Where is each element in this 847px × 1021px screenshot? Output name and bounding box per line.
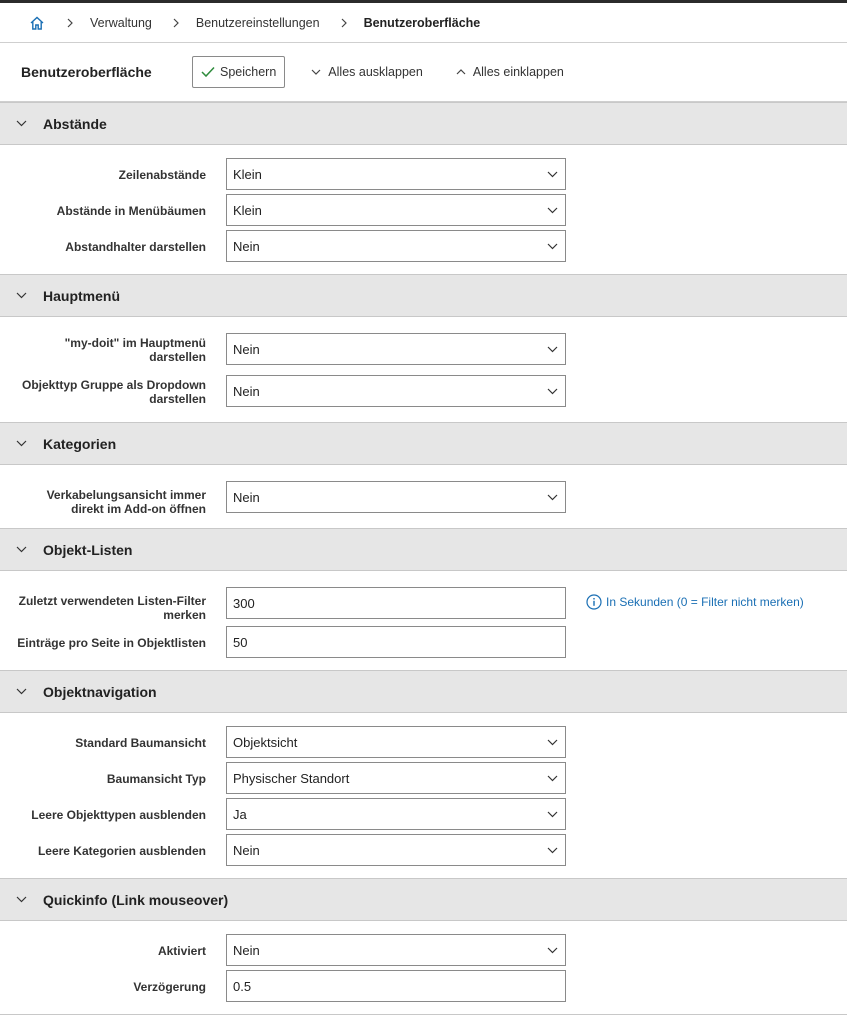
chevron-down-icon	[539, 847, 565, 854]
select-value: Nein	[233, 383, 260, 399]
verkabelungsansicht-select[interactable]	[226, 481, 566, 513]
chevron-up-icon	[456, 68, 466, 76]
field-label	[47, 488, 206, 516]
field-label-line: Zuletzt verwendeten Listen-Filter	[18, 594, 206, 608]
section-title: Objektnavigation	[43, 683, 157, 700]
standard-baumansicht-select[interactable]	[226, 726, 566, 758]
chevron-down-icon	[16, 546, 28, 553]
chevron-down-icon	[16, 292, 28, 299]
select-value: Nein	[233, 489, 260, 505]
field-label-line: direkt im Add-on öffnen	[71, 502, 206, 516]
field-label	[65, 336, 206, 364]
select-value: Nein	[233, 842, 260, 858]
breadcrumb-current: Benutzeroberfläche	[363, 15, 481, 30]
section-quickinfo	[0, 878, 847, 921]
expand-all-button[interactable]	[311, 56, 423, 88]
chevron-down-icon	[311, 68, 321, 76]
chevron-down-icon	[539, 171, 565, 178]
field-label: Baumansicht Typ	[106, 772, 206, 786]
section-header-abstaende[interactable]	[0, 102, 847, 145]
chevron-right-icon	[340, 18, 350, 28]
section-title: Hauptmenü	[43, 287, 120, 304]
field-label-line: Objekttyp Gruppe als Dropdown	[21, 378, 206, 392]
verzoegerung-input[interactable]	[226, 970, 566, 1002]
row-quickinfo-aktiviert	[0, 934, 847, 966]
eintraege-pro-seite-input[interactable]	[226, 626, 566, 658]
select-value: Klein	[233, 166, 262, 182]
filter-hint-text: In Sekunden (0 = Filter nicht merken)	[606, 595, 804, 609]
chevron-down-icon	[16, 440, 28, 447]
chevron-down-icon	[539, 775, 565, 782]
field-label-line: merken	[163, 608, 206, 622]
leere-objekttypen-select[interactable]	[226, 798, 566, 830]
leere-kategorien-select[interactable]	[226, 834, 566, 866]
select-value: Objektsicht	[233, 734, 298, 750]
field-label-line: "my-doit" im Hauptmenü	[64, 336, 206, 350]
expand-all-label: Alles ausklappen	[328, 65, 423, 79]
section-header-kategorien[interactable]	[0, 422, 847, 465]
save-button-label: Speichern	[220, 65, 277, 79]
row-listen-filter	[0, 587, 847, 622]
info-icon	[586, 594, 602, 610]
chevron-down-icon	[539, 811, 565, 818]
select-value: Nein	[233, 238, 260, 254]
field-label: Zeilenabstände	[118, 168, 206, 182]
breadcrumb-verwaltung[interactable]: Verwaltung	[90, 15, 152, 30]
row-abstandhalter	[0, 230, 847, 262]
field-label: Verzögerung	[133, 980, 206, 994]
menuebaum-abstaende-select[interactable]	[226, 194, 566, 226]
select-value: Klein	[233, 202, 262, 218]
field-label-line: darstellen	[149, 350, 206, 364]
field-label-line: Verkabelungsansicht immer	[46, 488, 206, 502]
row-baumansicht-typ	[0, 762, 847, 794]
chevron-down-icon	[16, 688, 28, 695]
section-title: Abstände	[43, 115, 107, 132]
toolbar	[0, 43, 847, 102]
row-standard-baumansicht	[0, 726, 847, 758]
section-objekt-listen	[0, 528, 847, 571]
objekttyp-gruppe-select[interactable]	[226, 375, 566, 407]
chevron-down-icon	[539, 739, 565, 746]
field-label: Aktiviert	[157, 944, 206, 958]
field-label	[19, 594, 206, 622]
quickinfo-aktiviert-select[interactable]	[226, 934, 566, 966]
section-header-quickinfo[interactable]	[0, 878, 847, 921]
divider	[0, 1014, 847, 1015]
save-button[interactable]	[192, 56, 285, 88]
chevron-down-icon	[16, 120, 28, 127]
section-header-objektnavigation[interactable]	[0, 670, 847, 713]
chevron-right-icon	[172, 18, 182, 28]
field-label-line: darstellen	[149, 392, 206, 406]
breadcrumb	[0, 3, 847, 43]
section-objektnavigation	[0, 670, 847, 713]
collapse-all-label: Alles einklappen	[472, 65, 564, 79]
field-label: Standard Baumansicht	[75, 736, 206, 750]
select-value: Ja	[233, 806, 247, 822]
mydoit-select[interactable]	[226, 333, 566, 365]
section-abstaende	[0, 102, 847, 145]
field-label: Abstandhalter darstellen	[65, 240, 206, 254]
field-label: Leere Kategorien ausblenden	[37, 844, 206, 858]
section-title: Kategorien	[43, 435, 117, 452]
chevron-down-icon	[539, 494, 565, 501]
section-header-hauptmenue[interactable]	[0, 274, 847, 317]
row-zeilenabstaende	[0, 158, 847, 190]
row-eintraege-pro-seite	[0, 626, 847, 658]
breadcrumb-benutzereinstellungen[interactable]: Benutzereinstellungen	[195, 15, 320, 30]
zeilenabstaende-select[interactable]	[226, 158, 566, 190]
abstandhalter-select[interactable]	[226, 230, 566, 262]
row-objekttyp-gruppe	[0, 375, 847, 407]
row-mydoit	[0, 333, 847, 365]
chevron-down-icon	[539, 947, 565, 954]
select-value: Nein	[233, 942, 260, 958]
select-value: Nein	[233, 341, 260, 357]
filter-hint	[586, 594, 804, 610]
field-label	[22, 378, 206, 406]
baumansicht-typ-select[interactable]	[226, 762, 566, 794]
row-leere-kategorien	[0, 834, 847, 866]
home-icon[interactable]	[28, 14, 46, 32]
field-label: Leere Objekttypen ausblenden	[31, 808, 206, 822]
chevron-down-icon	[539, 388, 565, 395]
section-title: Quickinfo (Link mouseover)	[43, 891, 229, 908]
row-quickinfo-verzoegerung	[0, 970, 847, 1002]
checkmark-icon	[201, 66, 215, 78]
section-title: Objekt-Listen	[43, 541, 133, 558]
listen-filter-input[interactable]	[226, 587, 566, 619]
row-abstaende-menuebaeume	[0, 194, 847, 226]
section-hauptmenue	[0, 274, 847, 317]
section-kategorien	[0, 422, 847, 465]
row-leere-objekttypen	[0, 798, 847, 830]
field-label: Einträge pro Seite in Objektlisten	[17, 636, 206, 650]
chevron-down-icon	[539, 207, 565, 214]
page-title: Benutzeroberfläche	[21, 64, 152, 80]
row-verkabelungsansicht	[0, 481, 847, 516]
select-value: Physischer Standort	[233, 770, 350, 786]
field-label: Abstände in Menübäumen	[56, 204, 206, 218]
chevron-down-icon	[539, 346, 565, 353]
section-header-objekt-listen[interactable]	[0, 528, 847, 571]
chevron-down-icon	[16, 896, 28, 903]
collapse-all-button[interactable]	[456, 56, 564, 88]
chevron-down-icon	[539, 243, 565, 250]
chevron-right-icon	[66, 18, 76, 28]
